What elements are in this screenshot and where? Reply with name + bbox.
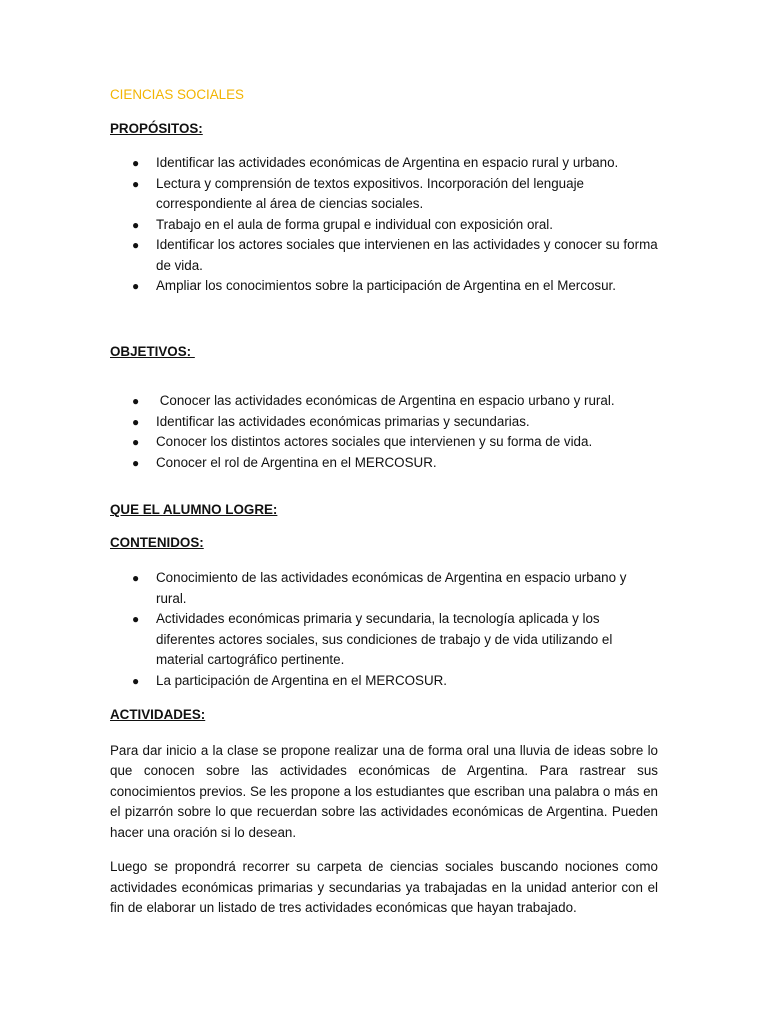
list-item: ● Trabajo en el aula de forma grupal e individual con exposición oral. (110, 215, 658, 236)
actividades-paragraph-2: Luego se propondrá recorrer su carpeta de ciencias sociales buscando nociones como actividades económicas primarias y secundarias ya trabajadas en la unidad anterior con el fin de elaborar un listado de tres actividades económicas que hayan trabajado. (110, 859, 658, 915)
bullet-icon: ● (132, 238, 140, 252)
bullet-icon: ● (132, 571, 140, 585)
list-item: ● Conocer los distintos actores sociales que intervienen y su forma de vida. (110, 432, 658, 453)
list-item: ● Ampliar los conocimientos sobre la participación de Argentina en el Mercosur. (110, 276, 658, 297)
bullet-icon: ● (132, 394, 140, 408)
list-item: ● Conocimiento de las actividades económicas de Argentina en espacio urbano y rural. (132, 570, 627, 606)
subject-title: CIENCIAS SOCIALES (110, 87, 244, 102)
actividades-heading: ACTIVIDADES: (110, 707, 206, 722)
contenidos-list (110, 568, 658, 691)
list-item: ● Conocer las actividades económicas de Argentina en espacio urbano y rural. (110, 391, 658, 412)
bullet-icon: ● (132, 435, 140, 449)
bullet-icon: ● (132, 673, 140, 688)
bullet-icon: ● (132, 156, 140, 170)
bullet-icon: ● (132, 217, 140, 232)
objetivos-list (110, 391, 658, 473)
bullet-icon: ● (132, 612, 140, 626)
list-item: ● Actividades económicas primaria y secundaria, la tecnología aplicada y los diferentes actores sociales, sus condiciones de trabajo y de vida utilizando el material cartográfico pertinente. (132, 611, 613, 667)
list-item: ● Identificar los actores sociales que intervienen en las actividades y conocer su forma de vida. (132, 237, 658, 273)
objetivos-heading: OBJETIVOS: (110, 343, 195, 359)
propositos-heading: PROPÓSITOS: (110, 120, 203, 136)
list-item: ● Lectura y comprensión de textos expositivos. Incorporación del lenguaje correspondiente al área de ciencias sociales. (132, 175, 585, 211)
list-item: ● Identificar las actividades económicas de Argentina en espacio rural y urbano. (110, 153, 658, 174)
document-page (110, 85, 658, 919)
list-item: ● Conocer el rol de Argentina en el MERCOSUR. (110, 453, 658, 474)
bullet-icon: ● (132, 176, 140, 191)
bullet-icon: ● (132, 279, 140, 293)
logre-heading: QUE EL ALUMNO LOGRE: (110, 502, 278, 517)
actividades-paragraph-1: Para dar inicio a la clase se propone realizar una de forma oral una lluvia de ideas sobre lo que conocen sobre las actividades económicas de Argentina. Para rastrear sus conocimientos previos. Se les propone a los estudiantes que escriban una palabra o más en el pizarrón sobre lo que recuerdan sobre las actividades económicas de Argentina. Pueden hacer una oración si lo desean. (110, 742, 658, 840)
bullet-icon: ● (132, 455, 140, 470)
contenidos-heading: CONTENIDOS: (110, 534, 204, 550)
list-item: ● Identificar las actividades económicas primarias y secundarias. (110, 412, 658, 433)
list-item: ● La participación de Argentina en el MERCOSUR. (110, 671, 658, 692)
bullet-icon: ● (132, 414, 140, 429)
propositos-list (110, 153, 658, 297)
